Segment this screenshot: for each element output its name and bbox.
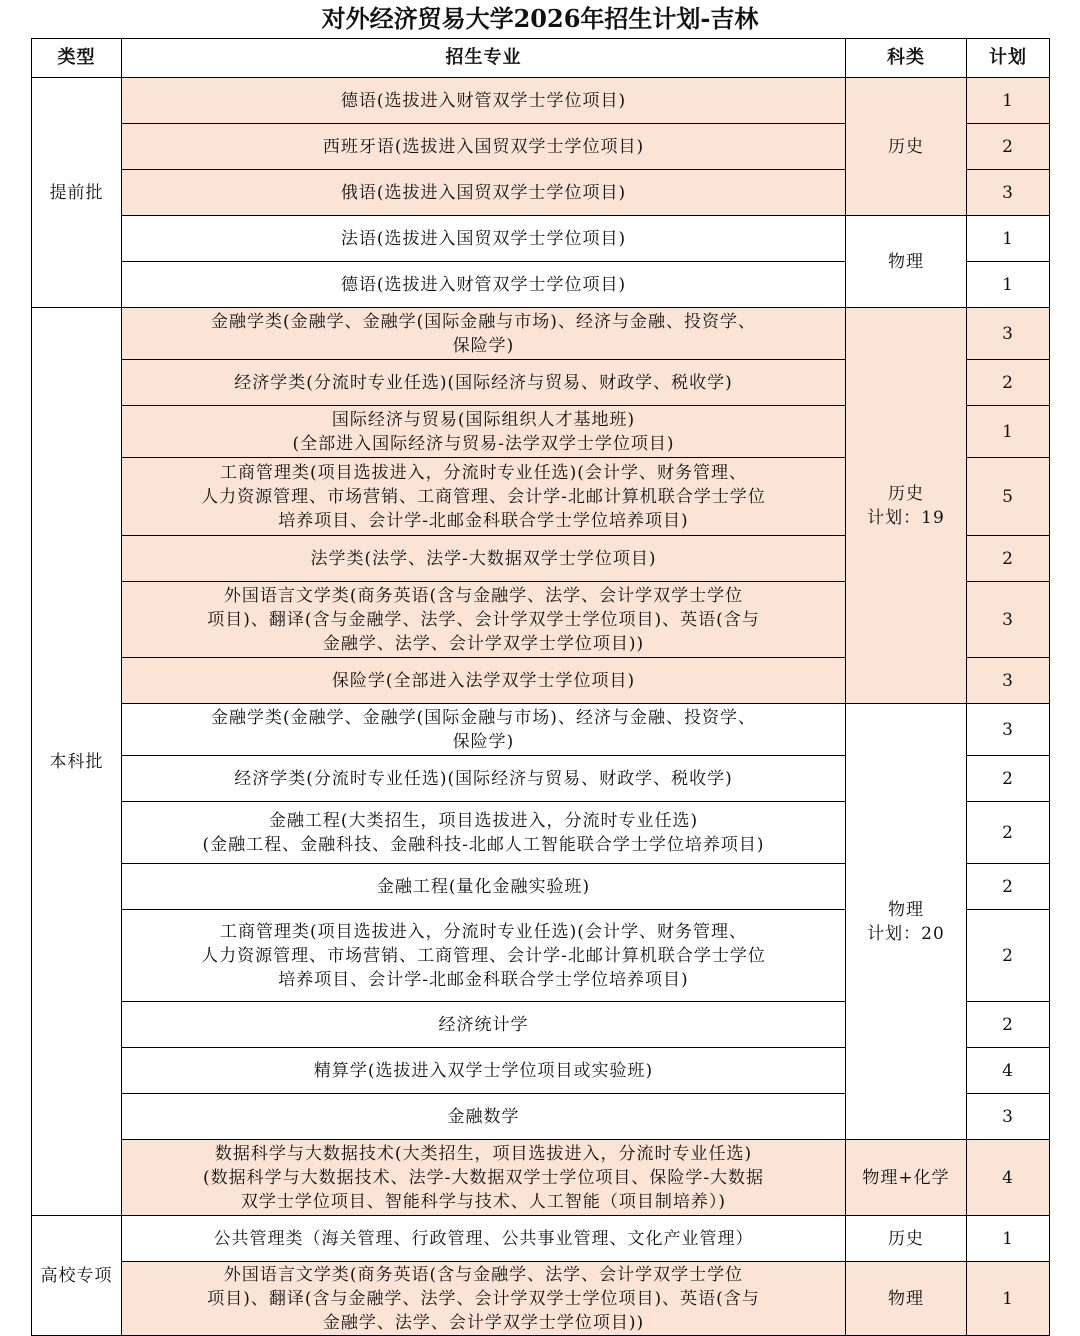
- major-line: 德语(选拔进入财管双学士学位项目): [340, 90, 627, 111]
- plan-count-cell: 2: [967, 802, 1050, 864]
- subject-line: 物理+化学: [862, 1167, 950, 1188]
- page-title: 对外经济贸易大学2026年招生计划-吉林: [321, 4, 759, 33]
- plan-count-cell: 2: [967, 864, 1050, 910]
- major-cell: [122, 124, 846, 170]
- major-line: 西班牙语(选拔进入国贸双学士学位项目): [322, 136, 645, 157]
- major-line: 法语(选拔进入国贸双学士学位项目): [340, 228, 627, 249]
- subject-line: 物理: [888, 899, 924, 920]
- plan-count-cell: 2: [967, 910, 1050, 1002]
- subject-cell: [846, 308, 967, 704]
- major-cell: [122, 308, 846, 360]
- major-cell: [122, 360, 846, 406]
- subject-cell: [846, 1262, 967, 1336]
- major-cell: [122, 262, 846, 308]
- plan-count-cell: 3: [967, 704, 1050, 756]
- plan-count-cell: 1: [967, 1262, 1050, 1336]
- plan-count-cell: 1: [967, 262, 1050, 308]
- plan-count-cell: 3: [967, 658, 1050, 704]
- major-line: 保险学(全部进入法学双学士学位项目): [331, 670, 636, 691]
- table-row: [32, 216, 1050, 262]
- major-cell: [122, 1140, 846, 1216]
- major-cell: [122, 536, 846, 582]
- header-plan: 计划: [967, 39, 1050, 78]
- plan-count-cell: 2: [967, 124, 1050, 170]
- major-cell: [122, 704, 846, 756]
- major-line: 经济学类(分流时专业任选)(国际经济与贸易、财政学、税收学): [234, 768, 733, 789]
- subject-line: 计划：19: [867, 507, 945, 528]
- subject-cell: [846, 704, 967, 1140]
- major-line: 德语(选拔进入财管双学士学位项目): [340, 274, 627, 295]
- major-line: 金融工程(大类招生，项目选拔进入，分流时专业任选): [268, 810, 699, 831]
- subject-line: 历史: [888, 483, 924, 504]
- major-line: 项目)、翻译(含与金融学、法学、会计学双学士学位项目)、英语(含与: [207, 609, 760, 630]
- major-line: 金融学、法学、会计学双学士学位项目)): [322, 1312, 645, 1333]
- major-cell: [122, 864, 846, 910]
- major-cell: [122, 756, 846, 802]
- plan-count-cell: 4: [967, 1048, 1050, 1094]
- header-row: [32, 39, 1050, 78]
- batch-type-cell: 提前批: [32, 78, 122, 308]
- major-line: 人力资源管理、市场营销、工商管理、会计学-北邮计算机联合学士学位: [201, 486, 766, 507]
- major-cell: [122, 406, 846, 458]
- major-cell: [122, 78, 846, 124]
- plan-count-cell: 2: [967, 756, 1050, 802]
- subject-line: 物理: [888, 251, 924, 272]
- header-subject: 科类: [846, 39, 967, 78]
- table-row: [32, 1262, 1050, 1336]
- plan-count-cell: 2: [967, 536, 1050, 582]
- major-cell: [122, 658, 846, 704]
- major-line: 金融数学: [447, 1106, 520, 1127]
- major-line: 人力资源管理、市场营销、工商管理、会计学-北邮计算机联合学士学位: [201, 945, 766, 966]
- major-line: 国际经济与贸易(国际组织人才基地班): [331, 409, 636, 430]
- major-line: 培养项目、会计学-北邮金科联合学士学位培养项目): [278, 969, 689, 990]
- major-cell: [122, 1002, 846, 1048]
- major-line: 法学类(法学、法学-大数据双学士学位项目): [310, 548, 657, 569]
- plan-count-cell: 3: [967, 308, 1050, 360]
- major-line: (金融工程、金融科技、金融科技-北邮人工智能联合学士学位培养项目): [202, 834, 765, 855]
- major-cell: [122, 802, 846, 864]
- table-row: [32, 78, 1050, 124]
- major-line: 经济学类(分流时专业任选)(国际经济与贸易、财政学、税收学): [234, 372, 733, 393]
- major-line: 经济统计学: [438, 1014, 529, 1035]
- plan-count-cell: 3: [967, 170, 1050, 216]
- major-line: 工商管理类(项目选拔进入，分流时专业任选)(会计学、财务管理、: [220, 921, 747, 942]
- subject-line: 历史: [888, 1228, 924, 1249]
- major-line: 保险学): [452, 335, 515, 356]
- table-row: [32, 704, 1050, 756]
- major-cell: [122, 216, 846, 262]
- header-type: 类型: [32, 39, 122, 78]
- major-line: 双学士学位项目、智能科学与技术、人工智能（项目制培养）): [240, 1191, 727, 1212]
- subject-line: 历史: [888, 136, 924, 157]
- major-line: 金融学类(金融学、金融学(国际金融与市场)、经济与金融、投资学、: [211, 707, 756, 728]
- major-line: 外国语言文学类(商务英语(含与金融学、法学、会计学双学士学位: [223, 1264, 744, 1285]
- subject-line: 物理: [888, 1288, 924, 1309]
- major-cell: [122, 582, 846, 658]
- major-cell: [122, 1048, 846, 1094]
- plan-count-cell: 4: [967, 1140, 1050, 1216]
- plan-count-cell: 5: [967, 458, 1050, 536]
- major-line: (全部进入国际经济与贸易-法学双学士学位项目): [292, 433, 675, 454]
- major-line: 培养项目、会计学-北邮金科联合学士学位培养项目): [278, 510, 689, 531]
- plan-count-cell: 1: [967, 1216, 1050, 1262]
- header-major: 招生专业: [122, 39, 846, 78]
- major-line: 金融学类(金融学、金融学(国际金融与市场)、经济与金融、投资学、: [211, 311, 756, 332]
- major-cell: [122, 1216, 846, 1262]
- major-line: 金融工程(量化金融实验班): [376, 876, 591, 897]
- major-cell: [122, 1262, 846, 1336]
- enrollment-plan-table: [31, 38, 1050, 1336]
- subject-cell: [846, 1140, 967, 1216]
- plan-count-cell: 2: [967, 1002, 1050, 1048]
- plan-count-cell: 1: [967, 406, 1050, 458]
- table-row: [32, 308, 1050, 360]
- table-row: [32, 1140, 1050, 1216]
- batch-type-cell: 本科批: [32, 308, 122, 1216]
- subject-cell: [846, 216, 967, 308]
- major-line: 项目)、翻译(含与金融学、法学、会计学双学士学位项目)、英语(含与: [207, 1288, 760, 1309]
- plan-count-cell: 3: [967, 582, 1050, 658]
- major-cell: [122, 1094, 846, 1140]
- major-line: 外国语言文学类(商务英语(含与金融学、法学、会计学双学士学位: [223, 585, 744, 606]
- major-line: (数据科学与大数据技术、法学-大数据双学士学位项目、保险学-大数据: [202, 1167, 765, 1188]
- plan-count-cell: 2: [967, 360, 1050, 406]
- major-line: 数据科学与大数据技术(大类招生，项目选拔进入，分流时专业任选): [214, 1143, 753, 1164]
- subject-line: 计划：20: [867, 923, 945, 944]
- major-line: 保险学): [452, 731, 515, 752]
- major-cell: [122, 170, 846, 216]
- major-cell: [122, 458, 846, 536]
- plan-count-cell: 1: [967, 216, 1050, 262]
- major-cell: [122, 910, 846, 1002]
- plan-count-cell: 1: [967, 78, 1050, 124]
- plan-count-cell: 3: [967, 1094, 1050, 1140]
- subject-cell: [846, 1216, 967, 1262]
- subject-cell: [846, 78, 967, 216]
- major-line: 精算学(选拔进入双学士学位项目或实验班): [313, 1060, 654, 1081]
- major-line: 俄语(选拔进入国贸双学士学位项目): [340, 182, 627, 203]
- batch-type-cell: 高校专项: [32, 1216, 122, 1336]
- major-line: 工商管理类(项目选拔进入，分流时专业任选)(会计学、财务管理、: [220, 462, 747, 483]
- table-row: [32, 1216, 1050, 1262]
- major-line: 公共管理类（海关管理、行政管理、公共事业管理、文化产业管理）: [213, 1228, 754, 1249]
- major-line: 金融学、法学、会计学双学士学位项目)): [322, 633, 645, 654]
